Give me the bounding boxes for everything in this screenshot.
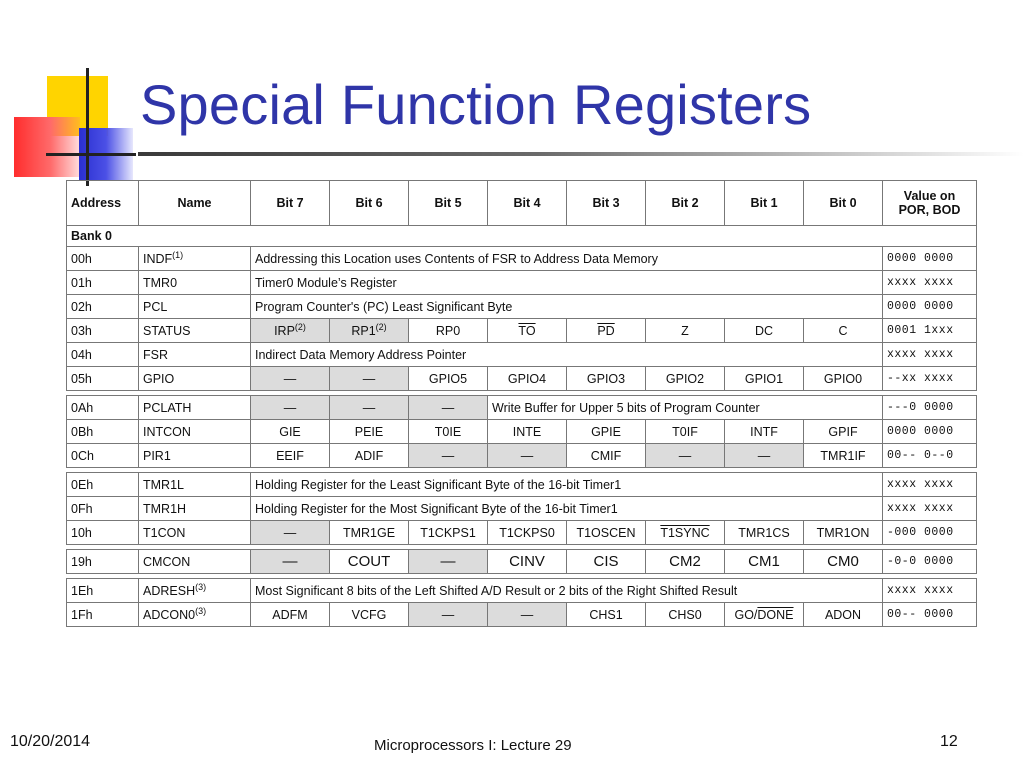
register-address: 10h bbox=[67, 521, 139, 545]
bit-cell bbox=[251, 396, 330, 420]
bit-text: — bbox=[757, 448, 771, 463]
bank-row bbox=[67, 226, 977, 247]
bit-text: VCFG bbox=[351, 607, 387, 622]
register-address: 02h bbox=[67, 295, 139, 319]
table-row bbox=[67, 444, 977, 468]
bit-cell bbox=[804, 550, 883, 574]
bit-cell bbox=[804, 521, 883, 545]
register-table-container bbox=[66, 180, 976, 627]
register-address: 0Bh bbox=[67, 420, 139, 444]
bit-cell bbox=[804, 603, 883, 627]
table-row bbox=[67, 579, 977, 603]
register-reset-value: 0000 0000 bbox=[883, 420, 977, 444]
bit-cell bbox=[251, 420, 330, 444]
bit-text: T0IF bbox=[672, 424, 698, 439]
bit-cell bbox=[646, 444, 725, 468]
bit-cell bbox=[330, 396, 409, 420]
register-address: 0Ah bbox=[67, 396, 139, 420]
bit-cell bbox=[725, 420, 804, 444]
bit-cell bbox=[330, 367, 409, 391]
header-bit7: Bit 7 bbox=[251, 181, 330, 226]
bit-cell bbox=[488, 319, 567, 343]
bit-text: — bbox=[678, 448, 692, 463]
table-row bbox=[67, 473, 977, 497]
register-name-text: GPIO bbox=[143, 371, 175, 386]
bit-cell bbox=[567, 550, 646, 574]
register-name bbox=[139, 247, 251, 271]
bit-cell bbox=[488, 603, 567, 627]
bit-text: CIS bbox=[593, 553, 619, 570]
register-address: 00h bbox=[67, 247, 139, 271]
bit-cell bbox=[725, 550, 804, 574]
register-reset-value: ---0 0000 bbox=[883, 396, 977, 420]
bit-text: C bbox=[838, 323, 848, 338]
table-row bbox=[67, 521, 977, 545]
register-address: 05h bbox=[67, 367, 139, 391]
bit-cell bbox=[646, 603, 725, 627]
register-reset-value: -0-0 0000 bbox=[883, 550, 977, 574]
bit-text: — bbox=[283, 525, 297, 540]
bit-cell bbox=[330, 603, 409, 627]
bit-text: GPIO5 bbox=[428, 371, 468, 386]
bit-text: CM1 bbox=[748, 553, 780, 570]
register-description: Program Counter's (PC) Least Significant Byte bbox=[251, 295, 883, 319]
bit-cell bbox=[251, 367, 330, 391]
bit-footnote: (2) bbox=[294, 321, 306, 332]
bit-cell bbox=[725, 367, 804, 391]
bit-cell bbox=[409, 420, 488, 444]
logo-horizontal-line bbox=[46, 153, 136, 156]
bit-cell bbox=[804, 319, 883, 343]
bit-text: GPIO3 bbox=[586, 371, 626, 386]
register-name bbox=[139, 343, 251, 367]
header-value-line2: POR, BOD bbox=[898, 203, 961, 217]
bit-cell bbox=[409, 396, 488, 420]
bit-text: IRP bbox=[274, 323, 295, 338]
register-name-text: INTCON bbox=[143, 424, 191, 439]
register-name-text: PCLATH bbox=[143, 400, 192, 415]
register-description: Indirect Data Memory Address Pointer bbox=[251, 343, 883, 367]
table-row bbox=[67, 497, 977, 521]
table-row bbox=[67, 367, 977, 391]
register-name-text: CMCON bbox=[143, 554, 191, 569]
bit-text: T1OSCEN bbox=[576, 525, 636, 540]
bit-cell bbox=[488, 444, 567, 468]
bit-text: TMR1ON bbox=[816, 525, 870, 540]
header-bit2: Bit 2 bbox=[646, 181, 725, 226]
bit-text: GPIF bbox=[828, 424, 858, 439]
table-row bbox=[67, 319, 977, 343]
register-reset-value: 0000 0000 bbox=[883, 295, 977, 319]
header-bit1: Bit 1 bbox=[725, 181, 804, 226]
register-description: Most Significant 8 bits of the Left Shifted A/D Result or 2 bits of the Right Shifted Result bbox=[251, 579, 883, 603]
register-name bbox=[139, 550, 251, 574]
register-reset-value: 0001 1xxx bbox=[883, 319, 977, 343]
bit-text: — bbox=[282, 553, 298, 570]
bit-text: GPIO1 bbox=[744, 371, 784, 386]
bit-cell bbox=[409, 444, 488, 468]
bit-cell bbox=[725, 521, 804, 545]
bit-text: INTE bbox=[512, 424, 542, 439]
register-reset-value: xxxx xxxx bbox=[883, 271, 977, 295]
register-name bbox=[139, 603, 251, 627]
table-row bbox=[67, 343, 977, 367]
bit-cell bbox=[409, 367, 488, 391]
bit-text: GPIO4 bbox=[507, 371, 547, 386]
bit-text: CINV bbox=[509, 553, 545, 570]
bit-text: — bbox=[441, 607, 455, 622]
register-name-text: FSR bbox=[143, 347, 168, 362]
bit-text: — bbox=[520, 448, 534, 463]
bit-text: INTF bbox=[750, 424, 778, 439]
register-description: Timer0 Module’s Register bbox=[251, 271, 883, 295]
bit-cell bbox=[567, 367, 646, 391]
register-name bbox=[139, 420, 251, 444]
bit-text: GO/ bbox=[734, 607, 758, 622]
register-reset-value: 00-- 0--0 bbox=[883, 444, 977, 468]
bit-text: TMR1IF bbox=[820, 448, 866, 463]
bit-text: — bbox=[362, 400, 376, 415]
bit-text: CHS0 bbox=[668, 607, 702, 622]
bit-cell bbox=[488, 420, 567, 444]
register-address: 1Eh bbox=[67, 579, 139, 603]
register-name-text: PCL bbox=[143, 299, 168, 314]
bank-label: Bank 0 bbox=[67, 226, 977, 247]
register-name-text: ADCON0 bbox=[143, 607, 196, 622]
bit-text: GPIO2 bbox=[665, 371, 705, 386]
register-description: Holding Register for the Most Significant Byte of the 16-bit Timer1 bbox=[251, 497, 883, 521]
bit-text: — bbox=[362, 371, 376, 386]
table-row bbox=[67, 550, 977, 574]
header-bit0: Bit 0 bbox=[804, 181, 883, 226]
register-name bbox=[139, 367, 251, 391]
bit-text: RP1 bbox=[351, 323, 376, 338]
bit-cell bbox=[330, 550, 409, 574]
bit-text: TMR1CS bbox=[738, 525, 790, 540]
table-row bbox=[67, 247, 977, 271]
bit-cell bbox=[725, 603, 804, 627]
register-reset-value: xxxx xxxx bbox=[883, 473, 977, 497]
register-name-text: T1CON bbox=[143, 525, 186, 540]
bit-cell bbox=[251, 444, 330, 468]
register-reset-value: 0000 0000 bbox=[883, 247, 977, 271]
register-name bbox=[139, 497, 251, 521]
logo-vertical-line bbox=[86, 68, 89, 186]
table-row bbox=[67, 271, 977, 295]
bit-cell bbox=[804, 444, 883, 468]
bit-text: — bbox=[283, 371, 297, 386]
register-name bbox=[139, 396, 251, 420]
bit-cell bbox=[646, 319, 725, 343]
bit-text: CHS1 bbox=[589, 607, 623, 622]
title-underline bbox=[138, 152, 1024, 156]
bit-cell bbox=[804, 367, 883, 391]
bit-cell bbox=[646, 550, 725, 574]
bit-text: — bbox=[440, 553, 456, 570]
bit-text: T1SYNC bbox=[660, 525, 710, 540]
bit-text: ADIF bbox=[354, 448, 384, 463]
table-row bbox=[67, 295, 977, 319]
bit-cell bbox=[251, 521, 330, 545]
bit-cell bbox=[409, 603, 488, 627]
bit-text: CM2 bbox=[669, 553, 701, 570]
register-reset-value: xxxx xxxx bbox=[883, 579, 977, 603]
header-name: Name bbox=[139, 181, 251, 226]
bit-cell bbox=[725, 319, 804, 343]
bit-text: Z bbox=[681, 323, 689, 338]
header-value-line1: Value on bbox=[903, 189, 956, 203]
register-address: 03h bbox=[67, 319, 139, 343]
header-value bbox=[883, 181, 977, 226]
register-name-text: STATUS bbox=[143, 323, 191, 338]
bit-footnote: (2) bbox=[375, 321, 387, 332]
bit-text: — bbox=[283, 400, 297, 415]
bit-cell bbox=[646, 420, 725, 444]
table-header-row bbox=[67, 181, 977, 226]
bit-cell bbox=[488, 367, 567, 391]
bit-text: — bbox=[441, 448, 455, 463]
bit-cell bbox=[567, 319, 646, 343]
bit-cell bbox=[330, 420, 409, 444]
bit-cell bbox=[409, 521, 488, 545]
bit-cell bbox=[488, 550, 567, 574]
register-name-text: PIR1 bbox=[143, 448, 171, 463]
bit-text-suffix: DONE bbox=[757, 607, 794, 622]
register-name bbox=[139, 271, 251, 295]
bit-text: PEIE bbox=[354, 424, 384, 439]
register-reset-value: xxxx xxxx bbox=[883, 497, 977, 521]
footer-lecture: Microprocessors I: Lecture 29 bbox=[374, 737, 572, 754]
bit-cell bbox=[488, 521, 567, 545]
bit-text: ADON bbox=[824, 607, 862, 622]
bit-cell bbox=[567, 603, 646, 627]
bit-text: CMIF bbox=[590, 448, 622, 463]
bit-text: CM0 bbox=[827, 553, 859, 570]
register-address: 01h bbox=[67, 271, 139, 295]
register-name-footnote: (1) bbox=[172, 249, 184, 260]
register-address: 19h bbox=[67, 550, 139, 574]
register-name bbox=[139, 579, 251, 603]
register-name-text: TMR1H bbox=[143, 501, 187, 516]
footer-date: 10/20/2014 bbox=[10, 733, 91, 750]
register-name bbox=[139, 473, 251, 497]
table-row bbox=[67, 396, 977, 420]
bit-cell bbox=[330, 521, 409, 545]
register-table bbox=[66, 180, 977, 627]
register-table-body bbox=[67, 226, 977, 627]
bit-cell bbox=[804, 420, 883, 444]
bit-cell bbox=[409, 319, 488, 343]
bit-text: — bbox=[520, 607, 534, 622]
bit-cell bbox=[567, 420, 646, 444]
register-name-footnote: (3) bbox=[195, 605, 207, 616]
bit-cell bbox=[251, 550, 330, 574]
bit-text: — bbox=[441, 400, 455, 415]
bit-text: TMR1GE bbox=[342, 525, 396, 540]
register-description: Holding Register for the Least Significant Byte of the 16-bit Timer1 bbox=[251, 473, 883, 497]
bit-cell bbox=[646, 521, 725, 545]
register-name-text: ADRESH bbox=[143, 583, 196, 598]
register-address: 0Fh bbox=[67, 497, 139, 521]
bit-text: DC bbox=[754, 323, 774, 338]
bit-cell bbox=[646, 367, 725, 391]
register-reset-value: xxxx xxxx bbox=[883, 343, 977, 367]
bit-text: $\overline{PD}$ bbox=[597, 323, 615, 338]
bit-text: COUT bbox=[347, 553, 391, 570]
bit-text: $\overline{TO}$ bbox=[518, 323, 536, 338]
bit-text: T1CKPS1 bbox=[420, 525, 476, 540]
bit-cell bbox=[567, 521, 646, 545]
bit-cell bbox=[251, 603, 330, 627]
register-address: 1Fh bbox=[67, 603, 139, 627]
register-reset-value: 00-- 0000 bbox=[883, 603, 977, 627]
bit-text: T1CKPS0 bbox=[499, 525, 555, 540]
register-description: Addressing this Location uses Contents of FSR to Address Data Memory bbox=[251, 247, 883, 271]
register-name bbox=[139, 319, 251, 343]
header-bit4: Bit 4 bbox=[488, 181, 567, 226]
bit-text: GPIO0 bbox=[823, 371, 863, 386]
bit-cell bbox=[330, 444, 409, 468]
slide-logo-decoration bbox=[0, 0, 140, 190]
register-address: 04h bbox=[67, 343, 139, 367]
bit-text: EEIF bbox=[276, 448, 304, 463]
bit-cell bbox=[251, 319, 330, 343]
table-row bbox=[67, 420, 977, 444]
bit-cell bbox=[409, 550, 488, 574]
register-address: 0Ch bbox=[67, 444, 139, 468]
bit-text: T0IE bbox=[434, 424, 462, 439]
register-reset-value: --xx xxxx bbox=[883, 367, 977, 391]
register-reset-value: -000 0000 bbox=[883, 521, 977, 545]
footer-page-number: 12 bbox=[940, 733, 958, 750]
header-bit6: Bit 6 bbox=[330, 181, 409, 226]
slide-title: Special Function Registers bbox=[140, 73, 812, 136]
bit-cell bbox=[725, 444, 804, 468]
register-address: 0Eh bbox=[67, 473, 139, 497]
register-description: Write Buffer for Upper 5 bits of Program Counter bbox=[488, 396, 883, 420]
register-name-text: TMR0 bbox=[143, 275, 178, 290]
register-name bbox=[139, 444, 251, 468]
register-name bbox=[139, 521, 251, 545]
bit-cell bbox=[330, 319, 409, 343]
bit-cell bbox=[567, 444, 646, 468]
bit-text: RP0 bbox=[435, 323, 461, 338]
bit-text: GIE bbox=[279, 424, 301, 439]
table-row bbox=[67, 603, 977, 627]
register-name-text: TMR1L bbox=[143, 477, 184, 492]
header-bit5: Bit 5 bbox=[409, 181, 488, 226]
logo-red-square bbox=[14, 117, 80, 177]
register-name bbox=[139, 295, 251, 319]
bit-text: ADFM bbox=[272, 607, 308, 622]
bit-text: GPIE bbox=[591, 424, 621, 439]
header-address: Address bbox=[67, 181, 139, 226]
register-name-footnote: (3) bbox=[195, 581, 207, 592]
header-bit3: Bit 3 bbox=[567, 181, 646, 226]
register-name-text: INDF bbox=[143, 251, 173, 266]
